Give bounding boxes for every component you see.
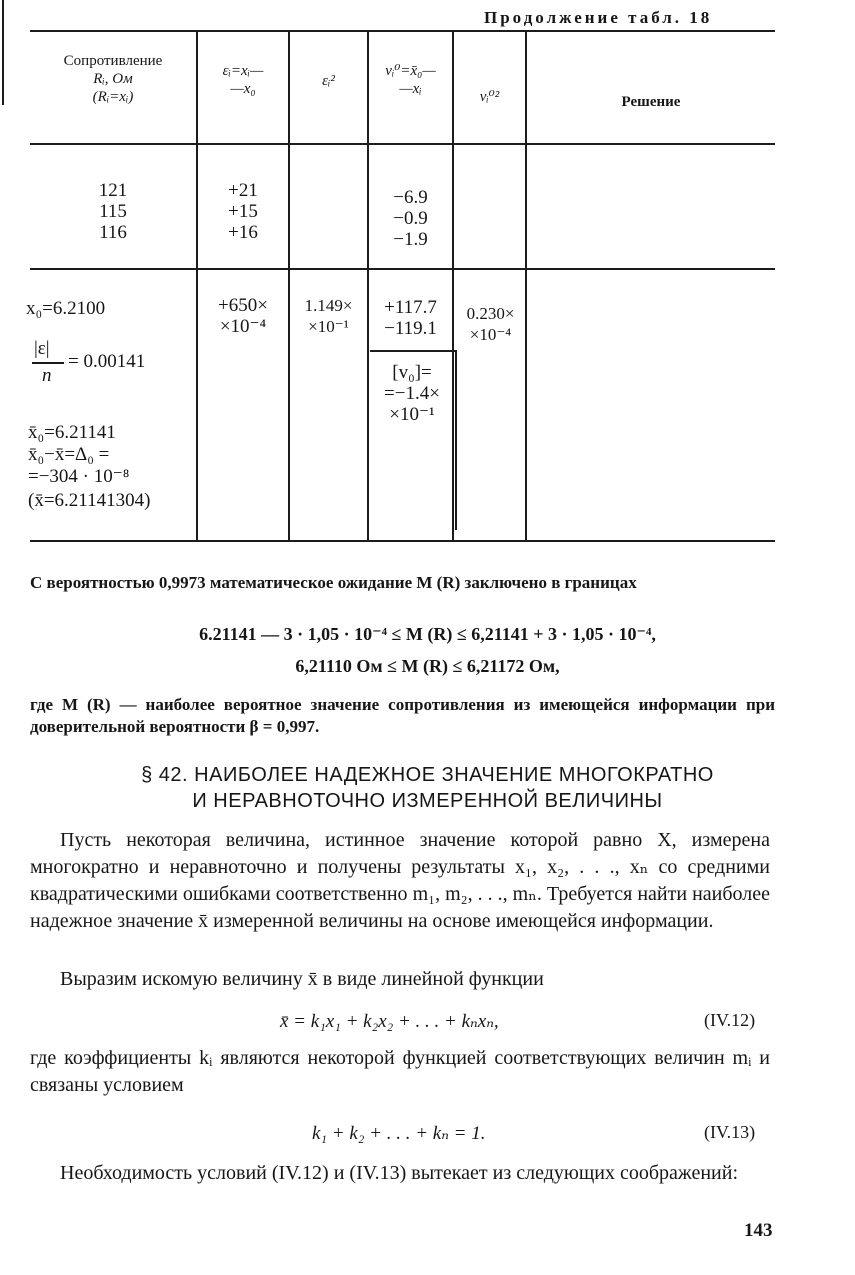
table-bottom-rule — [30, 540, 775, 542]
equation-13-number: (IV.13) — [704, 1122, 756, 1142]
formula-bounds-2: 6,21110 Ом ≤ M (R) ≤ 6,21172 Ом, — [295, 656, 560, 676]
v0-box-line2: =−1.4× — [384, 383, 440, 404]
header-eps-line1: εᵢ=xᵢ— — [222, 63, 264, 79]
delta-line: x̄₀−x̄=Δ₀ = — [28, 444, 110, 465]
sum-v-sq — [456, 303, 525, 345]
header-v-line1: vᵢ⁰=x̄₀— — [385, 63, 436, 79]
r-value-3: 116 — [99, 222, 127, 243]
r-value-2: 115 — [99, 201, 127, 222]
sum-eps-sq-line1: 1.149× — [304, 296, 353, 315]
paragraph-3: где коэффициенты kᵢ являются некоторой функцией соответствующих величин mᵢ и связаны условием — [30, 1047, 770, 1096]
sum-eps-line2: ×10⁻⁴ — [219, 316, 267, 337]
v-value-2: −0.9 — [393, 208, 428, 229]
sum-v-line1: +117.7 — [384, 297, 437, 318]
col-sep-3 — [367, 30, 369, 540]
col-sep-1 — [196, 30, 198, 540]
table-top-rule — [30, 30, 775, 32]
header-v — [369, 62, 452, 98]
paragraph-4: Необходимость условий (IV.12) и (IV.13) вытекает из следующих соображений: — [60, 1162, 738, 1184]
header-solution: Решение — [621, 94, 681, 110]
v0-box-top-rule — [370, 350, 456, 352]
formula-bounds-1: 6.21141 — 3 · 1,05 · 10⁻⁴ ≤ M (R) ≤ 6,21141 + 3 · 1,05 · 10⁻⁴, — [199, 624, 656, 644]
col-sep-4 — [452, 30, 454, 540]
sum-v-sq-line2: ×10⁻⁴ — [469, 325, 512, 344]
sum-v — [369, 297, 452, 339]
table-header-rule — [30, 143, 775, 145]
sum-eps-line1: +650× — [218, 295, 268, 316]
eps-mean-fraction-bar — [32, 362, 64, 364]
section-title-line2: И НЕРАВНОТОЧНО ИЗМЕРЕННОЙ ВЕЛИЧИНЫ — [192, 790, 663, 812]
left-edge-line — [2, 0, 4, 105]
eps-mean-value: = 0.00141 — [68, 351, 146, 372]
section-title-line1: § 42. НАИБОЛЕЕ НАДЕЖНОЕ ЗНАЧЕНИЕ МНОГОКРАТНО — [141, 764, 714, 786]
v-values-column — [369, 187, 452, 250]
header-resistance-line2: Rᵢ, Ом — [93, 71, 133, 87]
eps-mean-numerator: |ε| — [34, 338, 50, 359]
v0-box — [369, 362, 455, 425]
header-v-sq: vᵢ⁰² — [479, 89, 500, 105]
v0-box-right-rule — [455, 350, 457, 530]
sum-v-line2: −119.1 — [384, 318, 437, 339]
equation-12: x̄ = k₁x₁ + k₂x₂ + . . . + kₙxₙ, — [280, 1011, 499, 1032]
r-value-1: 121 — [98, 180, 128, 201]
equation-12-number: (IV.12) — [704, 1010, 756, 1030]
probability-paragraph: С вероятностью 0,9973 математическое ожидание M (R) заключено в границах — [30, 573, 637, 592]
v-value-3: −1.9 — [393, 229, 428, 250]
where-paragraph: где M (R) — наиболее вероятное значение сопротивления из имеющейся информации при доверительной вероятности β = 0,997. — [30, 695, 775, 736]
sum-eps — [198, 295, 288, 337]
header-v-line2: —xᵢ — [399, 81, 422, 97]
sum-eps-sq — [290, 295, 367, 337]
header-resistance-line1: Сопротивление — [63, 53, 163, 69]
v-value-1: −6.9 — [393, 187, 428, 208]
eps-mean-denominator: n — [42, 365, 52, 386]
paragraph-1: Пусть некоторая величина, истинное значение которой равно X, измерена многократно и неравноточно и получены результаты x₁, x₂, . . ., xₙ со средними квадратическими ошибками соответственно m₁, m₂, . . ., mₙ. Требуется найти наиболее надежное значение x̄ измеренной величины на основе имеющейся информации. — [30, 829, 770, 932]
eps-value-2: +15 — [228, 201, 258, 222]
x0-value: x₀=6.2100 — [26, 298, 106, 319]
eps-values-column — [198, 180, 288, 243]
header-eps — [198, 62, 288, 98]
v0-box-line1: [v₀]= — [392, 362, 432, 383]
r-values-column — [30, 180, 196, 243]
header-eps-line2: —x₀ — [230, 81, 256, 97]
eps-mean-fraction — [30, 338, 196, 390]
header-eps-sq: εᵢ² — [322, 73, 335, 89]
eps-value-1: +21 — [228, 180, 258, 201]
sum-eps-sq-line2: ×10⁻¹ — [308, 317, 349, 336]
col-sep-2 — [288, 30, 290, 540]
page-number: 143 — [744, 1220, 773, 1241]
header-resistance — [30, 52, 196, 106]
equation-13: k₁ + k₂ + . . . + kₙ = 1. — [312, 1123, 486, 1144]
xbar-value: (x̄=6.21141304) — [28, 490, 151, 511]
delta-value: =−304 · 10⁻⁸ — [28, 466, 130, 487]
sum-v-sq-line1: 0.230× — [466, 304, 515, 323]
header-resistance-line3: (Rᵢ=xᵢ) — [92, 89, 134, 105]
paragraph-2: Выразим искомую величину x̄ в виде линейной функции — [60, 968, 544, 990]
v0-box-line3: ×10⁻¹ — [389, 404, 435, 425]
xbar0-value: x̄₀=6.21141 — [28, 422, 116, 443]
eps-value-3: +16 — [228, 222, 258, 243]
table-body-rule — [30, 268, 775, 270]
table-caption: Продолжение табл. 18 — [484, 8, 713, 27]
